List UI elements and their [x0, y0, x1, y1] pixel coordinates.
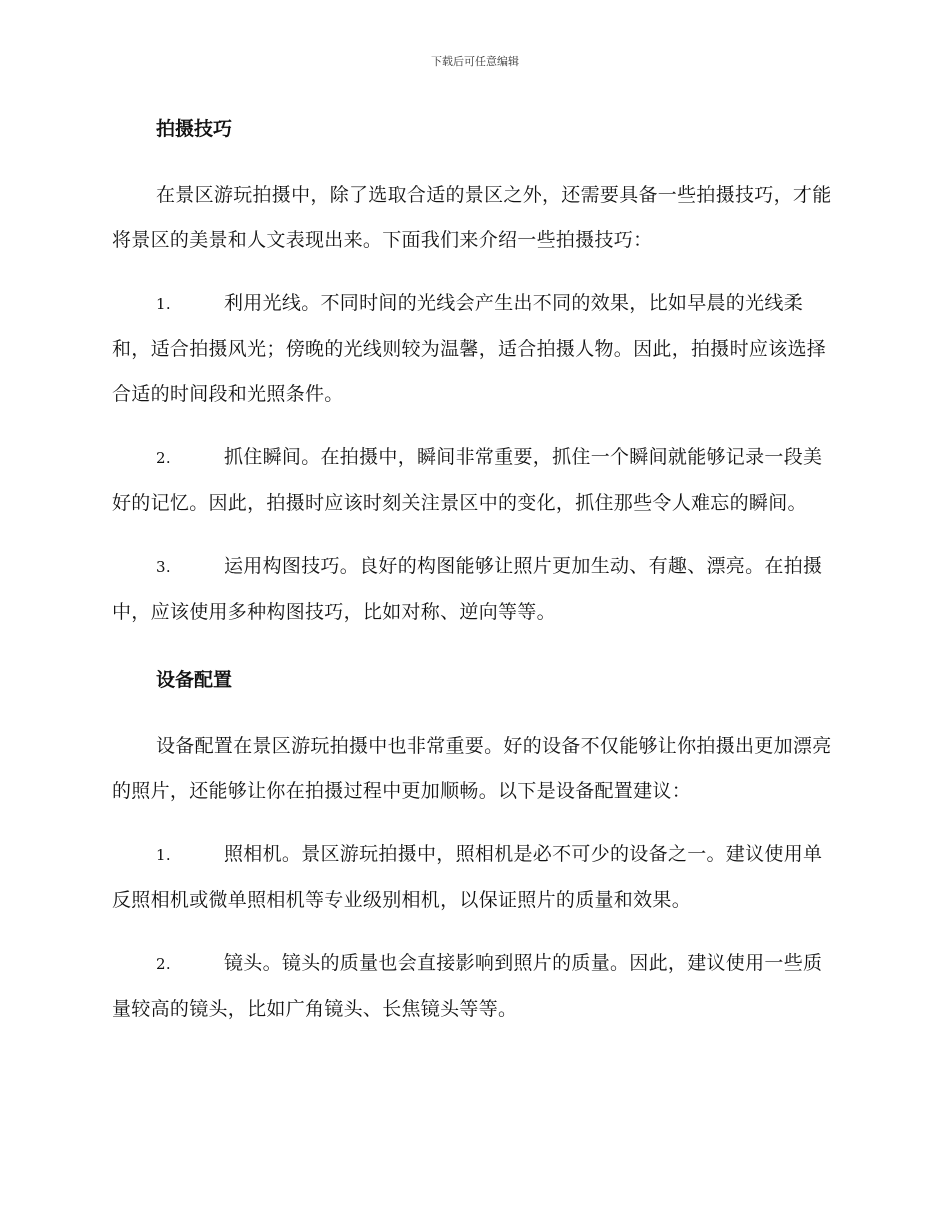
document-body: [112, 114, 832, 1032]
list-item: [112, 544, 832, 635]
list-item-text: 照相机。景区游玩拍摄中，照相机是必不可少的设备之一。建议使用单反照相机或微单照相机等专业级别相机，以保证照片的质量和效果。: [112, 843, 823, 911]
section-heading-shooting-tips: 拍摄技巧: [156, 118, 233, 140]
list-item-text: 利用光线。不同时间的光线会产生出不同的效果，比如早晨的光线柔和，适合拍摄风光；傍晚的光线则较为温馨，适合拍摄人物。因此，拍摄时应该选择合适的时间段和光照条件。: [112, 292, 827, 405]
list-item-number: 3.: [156, 558, 171, 576]
list-item-number: 2.: [156, 955, 171, 973]
list-item-number: 1.: [156, 846, 171, 864]
list-item: [112, 435, 832, 526]
list-item: [112, 941, 832, 1032]
list-item-text: 抓住瞬间。在拍摄中，瞬间非常重要，抓住一个瞬间就能够记录一段美好的记忆。因此，拍摄时应该时刻关注景区中的变化，抓住那些令人难忘的瞬间。: [112, 446, 823, 514]
section-intro-shooting-tips: 在景区游玩拍摄中，除了选取合适的景区之外，还需要具备一些拍摄技巧，才能将景区的美景和人文表现出来。下面我们来介绍一些拍摄技巧：: [112, 184, 832, 251]
section-heading-equipment: 设备配置: [156, 669, 233, 691]
list-item-text: 运用构图技巧。良好的构图能够让照片更加生动、有趣、漂亮。在拍摄中，应该使用多种构图技巧，比如对称、逆向等等。: [112, 555, 823, 623]
list-item: [112, 832, 832, 923]
list-item-number: 1.: [156, 295, 171, 313]
list-item-number: 2.: [156, 449, 171, 467]
list-item-text: 镜头。镜头的质量也会直接影响到照片的质量。因此，建议使用一些质量较高的镜头，比如广角镜头、长焦镜头等等。: [112, 952, 823, 1020]
list-item: [112, 281, 832, 417]
page-header: 下载后可任意编辑: [431, 55, 519, 68]
section-intro-equipment: 设备配置在景区游玩拍摄中也非常重要。好的设备不仅能够让你拍摄出更加漂亮的照片，还能够让你在拍摄过程中更加顺畅。以下是设备配置建议：: [112, 735, 832, 802]
